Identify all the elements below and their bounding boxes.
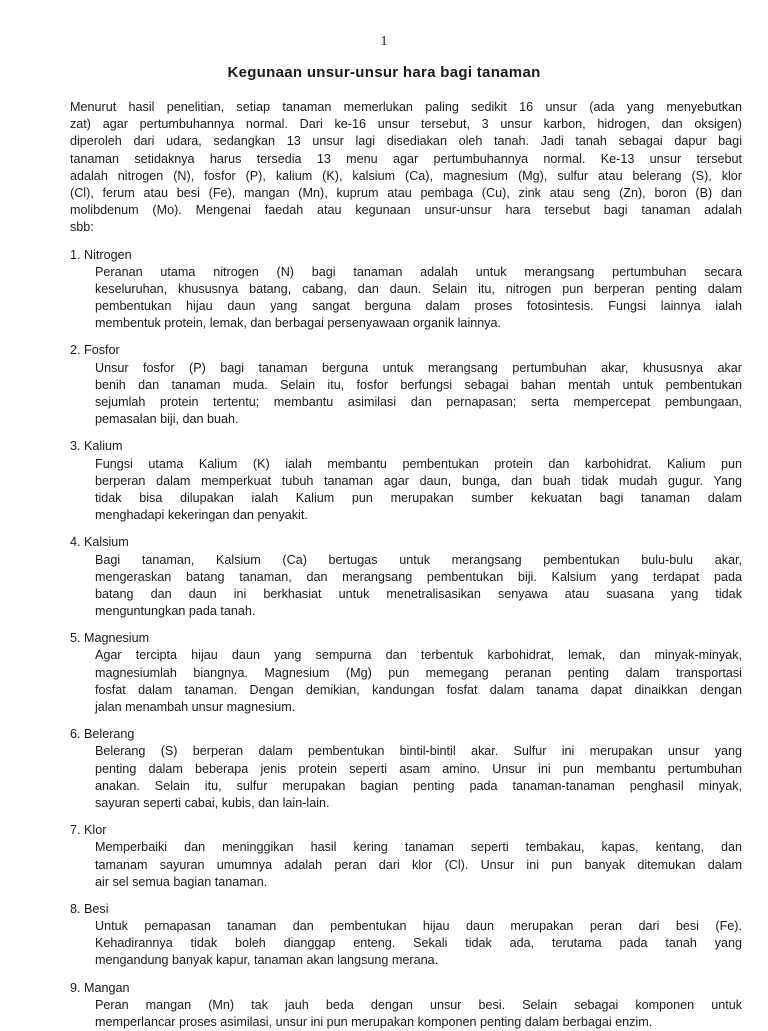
- text-line: Bagi tanaman, Kalsium (Ca) bertugas untuk merangsang pembentukan bulu-bulu akar,: [95, 552, 742, 569]
- text-line: Agar tercipta hijau daun yang sempurna dan terbentuk karbohidrat, lemak, dan minyak-minyak,: [95, 647, 742, 664]
- text-line: diperoleh dari udara, sedangkan 13 unsur lagi disediakan oleh tanah. Jadi tanah sebagai dapur bagi: [70, 133, 742, 150]
- nutrient-section: [70, 342, 742, 428]
- section-paragraph: [95, 918, 742, 970]
- nutrient-section: [70, 822, 742, 891]
- section-heading: 3. Kalium: [70, 438, 742, 455]
- nutrient-section: [70, 247, 742, 333]
- section-paragraph: [95, 552, 742, 621]
- text-line: sbb:: [70, 219, 742, 236]
- section-paragraph: [95, 264, 742, 333]
- section-heading: 1. Nitrogen: [70, 247, 742, 264]
- document-body: [70, 99, 742, 1031]
- text-line: benih dan tanaman muda. Selain itu, fosfor berfungsi sebagai bahan mentah untuk pembentukan: [95, 377, 742, 394]
- text-line: keseluruhan, khususnya batang, cabang, dan daun. Selain itu, nitrogen pun berperan penting dalam: [95, 281, 742, 298]
- section-paragraph: [95, 997, 742, 1031]
- text-line: memperlancar proses asimilasi, unsur ini pun merupakan komponen penting dalam berbagai enzim.: [95, 1014, 742, 1031]
- nutrient-section: [70, 901, 742, 970]
- text-line: zat) agar pertumbuhannya normal. Dari ke-16 unsur tersebut, 3 unsur karbon, hidrogen, dan oksigen): [70, 116, 742, 133]
- section-paragraph: [95, 839, 742, 891]
- text-line: mengandung banyak kapur, tanaman akan langsung merana.: [95, 952, 742, 969]
- nutrient-section: [70, 630, 742, 716]
- text-line: Untuk pernapasan tanaman dan pembentukan hijau daun merupakan peran dari besi (Fe).: [95, 918, 742, 935]
- text-line: penting dalam beberapa jenis protein seperti asam amino. Unsur ini pun membantu pertumbuhan: [95, 761, 742, 778]
- section-paragraph: [95, 743, 742, 812]
- text-line: sayuran seperti cabai, kubis, dan lain-lain.: [95, 795, 742, 812]
- section-heading: 2. Fosfor: [70, 342, 742, 359]
- text-line: fosfat dalam tanaman. Dengan demikian, kandungan fosfat dalam tanama dapat dinaikkan dengan: [95, 682, 742, 699]
- nutrient-section: [70, 534, 742, 620]
- page-number: 1: [0, 34, 768, 50]
- text-line: molibdenum (Mo). Mengenai faedah atau kegunaan unsur-unsur hara tersebut bagi tanaman adalah: [70, 202, 742, 219]
- section-heading: 7. Klor: [70, 822, 742, 839]
- text-line: membentuk protein, lemak, dan berbagai persenyawaan organik lainnya.: [95, 315, 742, 332]
- text-line: Memperbaiki dan meninggikan hasil kering tanaman seperti tembakau, kapas, kentang, dan: [95, 839, 742, 856]
- text-line: pembentukan hijau daun yang sangat berguna dalam proses fotosintesis. Fungsi lainnya ialah: [95, 298, 742, 315]
- text-line: Menurut hasil penelitian, setiap tanaman memerlukan paling sedikit 16 unsur (ada yang menyebutkan: [70, 99, 742, 116]
- section-paragraph: [95, 456, 742, 525]
- nutrient-section: [70, 980, 742, 1031]
- document-title: Kegunaan unsur-unsur hara bagi tanaman: [0, 64, 768, 81]
- text-line: (Cl), ferum atau besi (Fe), mangan (Mn), kuprum atau pembaga (Cu), zink atau seng (Zn), boron (B) dan: [70, 185, 742, 202]
- text-line: Fungsi utama Kalium (K) ialah membantu pembentukan protein dan karbohidrat. Kalium pun: [95, 456, 742, 473]
- nutrient-section: [70, 726, 742, 812]
- text-line: batang dan daun ini berkhasiat untuk menetralisasikan senyawa atau suasana yang tidak: [95, 586, 742, 603]
- text-line: mengeraskan batang tanaman, dan merangsang pembentukan biji. Kalsium yang terdapat pada: [95, 569, 742, 586]
- intro-paragraph: [70, 99, 742, 237]
- section-heading: 8. Besi: [70, 901, 742, 918]
- text-line: berperan dalam memperkuat tubuh tanaman agar daun, bunga, dan buah tidak mudah gugur. Yang: [95, 473, 742, 490]
- text-line: Peranan utama nitrogen (N) bagi tanaman adalah untuk merangsang pertumbuhan secara: [95, 264, 742, 281]
- text-line: menguntungkan pada tanah.: [95, 603, 742, 620]
- text-line: magnesiumlah biangnya. Magnesium (Mg) pun memegang peranan penting dalam transportasi: [95, 665, 742, 682]
- section-paragraph: [95, 647, 742, 716]
- section-heading: 4. Kalsium: [70, 534, 742, 551]
- text-line: Belerang (S) berperan dalam pembentukan bintil-bintil akar. Sulfur ini merupakan unsur yang: [95, 743, 742, 760]
- text-line: Kehadirannya tidak boleh dianggap enteng. Sekali tidak ada, terutama pada tanah yang: [95, 935, 742, 952]
- section-heading: 5. Magnesium: [70, 630, 742, 647]
- text-line: Unsur fosfor (P) bagi tanaman berguna untuk merangsang pertumbuhan akar, khususnya akar: [95, 360, 742, 377]
- text-line: sejumlah protein tertentu; membantu asimilasi dan pernapasan; serta mempercepat pembungaan,: [95, 394, 742, 411]
- text-line: tidak bisa dilupakan ialah Kalium pun merupakan sumber kekuatan bagi tanaman dalam: [95, 490, 742, 507]
- section-paragraph: [95, 360, 742, 429]
- text-line: Peran mangan (Mn) tak jauh beda dengan unsur besi. Selain sebagai komponen untuk: [95, 997, 742, 1014]
- section-heading: 9. Mangan: [70, 980, 742, 997]
- section-heading: 6. Belerang: [70, 726, 742, 743]
- text-line: menghadapi kekeringan dan penyakit.: [95, 507, 742, 524]
- text-line: pemasalan biji, dan buah.: [95, 411, 742, 428]
- text-line: jalan menambah unsur magnesium.: [95, 699, 742, 716]
- text-line: air sel semua bagian tanaman.: [95, 874, 742, 891]
- text-line: adalah nitrogen (N), fosfor (P), kalium (K), kalsium (Ca), magnesium (Mg), sulfur atau belerang (S), klor: [70, 168, 742, 185]
- text-line: tanaman setidaknya harus tersedia 13 menu agar pertumbuhannya normal. Ke-13 unsur tersebut: [70, 151, 742, 168]
- nutrient-list: [70, 247, 742, 1031]
- nutrient-section: [70, 438, 742, 524]
- text-line: tamanam sayuran umumnya adalah peran dari klor (Cl). Unsur ini pun banyak ditemukan dalam: [95, 857, 742, 874]
- text-line: anakan. Selain itu, sulfur merupakan bagian penting pada tanaman-tanaman penghasil minyak,: [95, 778, 742, 795]
